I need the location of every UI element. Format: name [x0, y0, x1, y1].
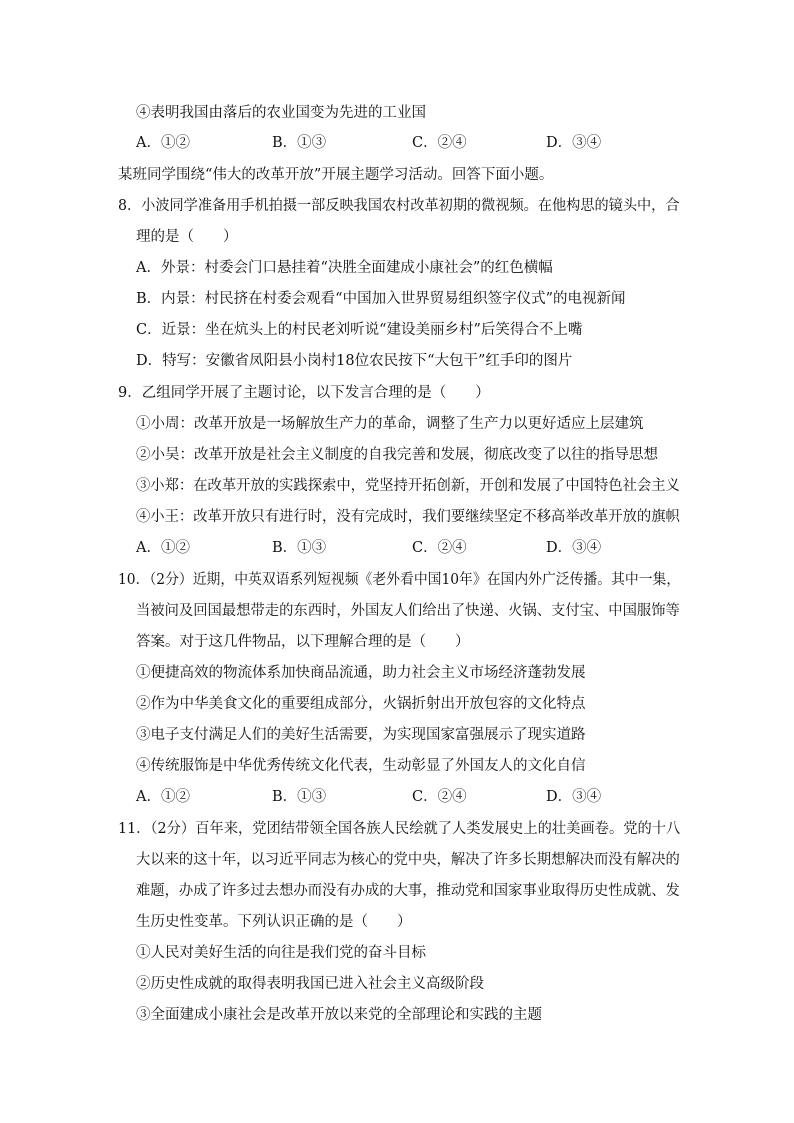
q10-statement-4: ④传统服饰是中华优秀传统文化代表，生动彰显了外国友人的文化自信 [136, 758, 586, 774]
choice-d: D．③④ [546, 135, 602, 151]
prev-choices [136, 133, 656, 153]
q10-stem-line3: 答案。对于这几件物品，以下理解合理的是（ ） [136, 634, 470, 650]
q11-statement-3: ③全面建成小康社会是改革开放以来党的全部理论和实践的主题 [136, 1007, 542, 1023]
q8-stem-line2: 理的是（ ） [136, 229, 238, 245]
q10-choices [136, 787, 656, 807]
q11-stem-line3: 难题，办成了许多过去想办而没有办成的大事，推动党和国家事业取得历史性成就、发 [136, 883, 680, 899]
q11-statement-2: ②历史性成就的取得表明我国已进入社会主义高级阶段 [136, 976, 484, 992]
q11-stem-line2: 大以来的这十年，以习近平同志为核心的党中央，解决了许多长期想解决而没有解决的 [136, 852, 680, 868]
q10-statement-3: ③电子支付满足人们的美好生活需要，为实现国家富强展示了现实道路 [136, 727, 586, 743]
choice-c: C．②④ [412, 540, 467, 556]
choice-c: C．②④ [412, 789, 467, 805]
q8-option-b: B．内景：村民挤在村委会观看“中国加入世界贸易组织签字仪式”的电视新闻 [136, 291, 626, 307]
q8-stem-line1: 8．小波同学准备用手机拍摄一部反映我国农村改革初期的微视频。在他构思的镜头中，合 [118, 198, 680, 214]
q10-statement-2: ②作为中华美食文化的重要组成部分，火锅折射出开放包容的文化特点 [136, 696, 586, 712]
q11-stem-line1: 11．（2分）百年来，党团结带领全国各族人民绘就了人类发展史上的壮美画卷。党的十八 [118, 821, 681, 837]
q9-choices [136, 538, 656, 558]
choice-a: A．①② [136, 789, 190, 805]
q8-option-a: A．外景：村委会门口悬挂着“决胜全面建成小康社会”的红色横幅 [136, 260, 553, 276]
choice-b: B．①③ [272, 789, 327, 805]
prev-option-4: ④表明我国由落后的农业国变为先进的工业国 [136, 105, 426, 121]
q9-statement-1: ①小周：改革开放是一场解放生产力的革命，调整了生产力以更好适应上层建筑 [136, 416, 644, 432]
q9-stem: 9．乙组同学开展了主题讨论，以下发言合理的是（ ） [118, 385, 490, 401]
choice-a: A．①② [136, 540, 190, 556]
choice-c: C．②④ [412, 135, 467, 151]
q10-stem-line2: 当被问及回国最想带走的东西时，外国友人们给出了快递、火锅、支付宝、中国服饰等 [136, 603, 680, 619]
q9-statement-2: ②小吴：改革开放是社会主义制度的自我完善和发展，彻底改变了以往的指导思想 [136, 447, 658, 463]
choice-a: A．①② [136, 135, 190, 151]
q9-statement-3: ③小郑：在改革开放的实践探索中，党坚持开拓创新，开创和发展了中国特色社会主义 [136, 478, 680, 494]
choice-b: B．①③ [272, 540, 327, 556]
choice-d: D．③④ [546, 540, 602, 556]
q9-statement-4: ④小王：改革开放只有进行时，没有完成时，我们要继续坚定不移高举改革开放的旗帜 [136, 509, 680, 525]
q11-stem-line4: 生历史性变革。下列认识正确的是（ ） [136, 914, 412, 930]
choice-b: B．①③ [272, 135, 327, 151]
q8-option-d: D．特写：安徽省凤阳县小岗村18位农民按下“大包干”红手印的图片 [136, 353, 573, 369]
q11-statement-1: ①人民对美好生活的向往是我们党的奋斗目标 [136, 945, 426, 961]
q10-statement-1: ①便捷高效的物流体系加快商品流通，助力社会主义市场经济蓬勃发展 [136, 665, 586, 681]
q10-stem-line1: 10．（2分）近期，中英双语系列短视频《老外看中国10年》在国内外广泛传播。其中一集， [118, 572, 681, 588]
choice-d: D．③④ [546, 789, 602, 805]
section-intro: 某班同学围绕“伟大的改革开放”开展主题学习活动。回答下面小题。 [118, 167, 554, 183]
q8-option-c: C．近景：坐在炕头上的村民老刘听说“建设美丽乡村”后笑得合不上嘴 [136, 322, 583, 338]
